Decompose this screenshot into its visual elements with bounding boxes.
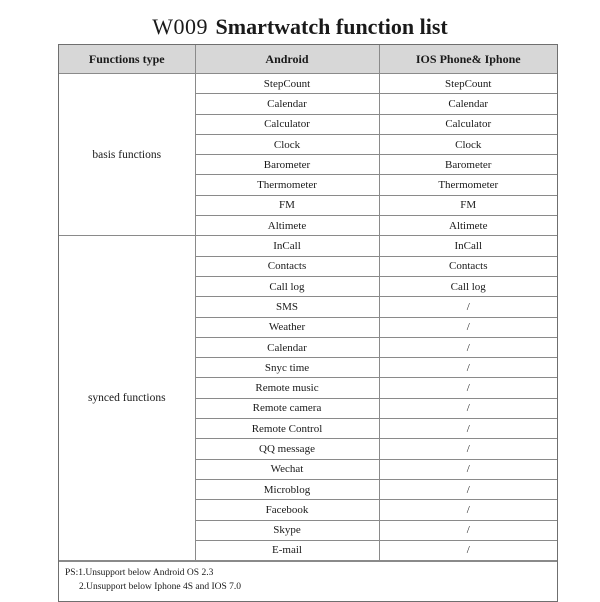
android-cell: InCall [195, 236, 379, 256]
android-cell: Facebook [195, 500, 379, 520]
table-body [59, 74, 557, 561]
model-name: W009 [152, 14, 209, 39]
android-cell: Calendar [195, 337, 379, 357]
footnote-2: 2.Unsupport below Iphone 4S and IOS 7.0 [79, 582, 242, 593]
android-cell: StepCount [195, 74, 379, 94]
android-cell: E-mail [195, 540, 379, 560]
table-row [59, 74, 557, 94]
header-ios: IOS Phone& Iphone [379, 45, 557, 74]
android-cell: Calendar [195, 94, 379, 114]
title-text: Smartwatch function list [215, 14, 448, 39]
ios-cell: / [379, 297, 557, 317]
android-cell: Clock [195, 134, 379, 154]
ios-cell: / [379, 459, 557, 479]
footnotes [59, 561, 557, 601]
function-group-label: synced functions [59, 236, 195, 561]
ios-cell: / [379, 419, 557, 439]
header-android: Android [195, 45, 379, 74]
android-cell: Altimete [195, 216, 379, 236]
ios-cell: / [379, 479, 557, 499]
ios-cell: FM [379, 195, 557, 215]
android-cell: Contacts [195, 256, 379, 276]
ios-cell: StepCount [379, 74, 557, 94]
android-cell: Weather [195, 317, 379, 337]
ios-cell: Calculator [379, 114, 557, 134]
ios-cell: Altimete [379, 216, 557, 236]
function-list-sheet [58, 44, 558, 602]
android-cell: Calculator [195, 114, 379, 134]
ios-cell: / [379, 337, 557, 357]
ios-cell: Call log [379, 276, 557, 296]
function-group-label: basis functions [59, 74, 195, 236]
footnote-1: PS:1.Unsupport below Android OS 2.3 [65, 568, 214, 579]
ios-cell: / [379, 439, 557, 459]
ios-cell: / [379, 500, 557, 520]
android-cell: FM [195, 195, 379, 215]
android-cell: Remote camera [195, 398, 379, 418]
android-cell: Call log [195, 276, 379, 296]
android-cell: QQ message [195, 439, 379, 459]
table-row [59, 236, 557, 256]
android-cell: Microblog [195, 479, 379, 499]
ios-cell: Thermometer [379, 175, 557, 195]
ios-cell: / [379, 520, 557, 540]
ios-cell: Barometer [379, 155, 557, 175]
ios-cell: / [379, 540, 557, 560]
ios-cell: / [379, 317, 557, 337]
ios-cell: / [379, 358, 557, 378]
ios-cell: Calendar [379, 94, 557, 114]
ios-cell: / [379, 378, 557, 398]
ios-cell: Contacts [379, 256, 557, 276]
header-functions-type: Functions type [59, 45, 195, 74]
function-table [59, 45, 557, 561]
ios-cell: InCall [379, 236, 557, 256]
android-cell: Skype [195, 520, 379, 540]
android-cell: Wechat [195, 459, 379, 479]
android-cell: Remote Control [195, 419, 379, 439]
android-cell: SMS [195, 297, 379, 317]
android-cell: Thermometer [195, 175, 379, 195]
header-row [59, 45, 557, 74]
ios-cell: Clock [379, 134, 557, 154]
android-cell: Barometer [195, 155, 379, 175]
android-cell: Remote music [195, 378, 379, 398]
ios-cell: / [379, 398, 557, 418]
page-title [0, 12, 600, 42]
android-cell: Snyc time [195, 358, 379, 378]
